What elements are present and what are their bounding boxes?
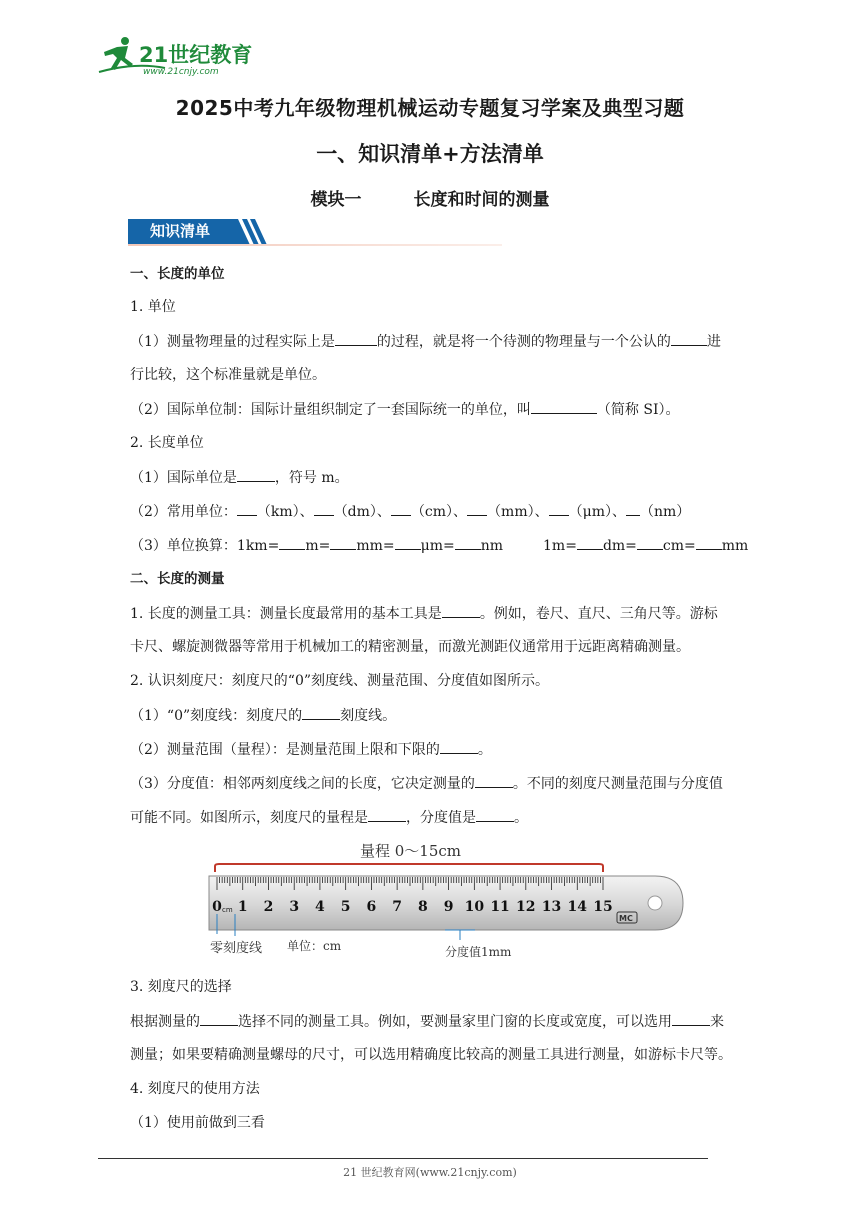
paragraph: 根据测量的 选择不同的测量工具。例如，要测量家里门窗的长度或宽度，可以选用 来 [130, 1011, 724, 1032]
ruler-number: 9 [443, 899, 454, 915]
common-units: （2）常用单位： （km）、 （dm）、 （cm）、 （mm）、 （μm）、 （nm） [130, 501, 690, 522]
logo-url: www.21cnjy.com [143, 67, 219, 77]
ruler-number: 6 [366, 899, 377, 915]
ruler-number: 15 [593, 899, 613, 915]
ruler-number: 12 [516, 899, 536, 915]
paragraph: （1）测量物理量的过程实际上是 的过程，就是将一个待测的物理量与一个公认的 进 [130, 331, 721, 352]
ruler-number: 13 [541, 899, 562, 915]
section-title: 一、知识清单+方法清单 [316, 142, 544, 166]
ruler-number: 8 [417, 899, 428, 915]
paragraph: （3）分度值：相邻两刻度线之间的长度，它决定测量的 。不同的刻度尺测量范围与分度值 [130, 773, 723, 794]
paragraph: （1）国际单位是 ，符号 m。 [130, 467, 349, 488]
ruler-number: 14 [567, 899, 588, 915]
module-title [0, 185, 860, 210]
ruler-brand: MC [619, 914, 633, 923]
ruler-hole [648, 896, 662, 910]
module-number: 模块一 [310, 190, 362, 210]
ruler-number: 4 [315, 899, 325, 915]
unit-label: 单位：cm [287, 939, 342, 953]
division-label: 分度值1mm [445, 945, 512, 959]
module-topic: 长度和时间的测量 [413, 190, 550, 210]
ruler-number: 0 [212, 899, 222, 915]
ruler-number: 7 [392, 899, 403, 915]
paragraph: 行比较，这个标准量就是单位。 [130, 367, 326, 383]
site-logo [95, 34, 265, 78]
ruler-number: 2 [263, 899, 274, 915]
ruler-figure [205, 838, 695, 968]
ruler-number: 3 [289, 899, 300, 915]
ruler-number: 5 [340, 899, 351, 915]
heading-length-measure: 二、长度的测量 [130, 571, 225, 587]
paragraph: （1）“0”刻度线：刻度尺的 刻度线。 [130, 705, 396, 726]
range-bracket [215, 864, 603, 872]
paragraph: 可能不同。如图所示，刻度尺的量程是 ，分度值是 。 [130, 807, 528, 828]
ruler-number: 1 [237, 899, 248, 915]
paragraph: 卡尺、螺旋测微器等常用于机械加工的精密测量，而激光测距仪通常用于远距离精确测量。 [130, 639, 690, 655]
ruler-number: 10 [464, 899, 485, 915]
paragraph: 2. 认识刻度尺：刻度尺的“0”刻度线、测量范围、分度值如图所示。 [130, 673, 550, 689]
footer-text: 21 世纪教育网(www.21cnjy.com) [343, 1166, 517, 1179]
paragraph: （1）使用前做到三看 [130, 1115, 265, 1131]
footer-divider [98, 1158, 708, 1159]
unit-conversion: （3）单位换算：1km= m= mm= μm= nm 1m= dm= cm= mm [130, 535, 748, 556]
heading-unit: 1. 单位 [130, 299, 176, 315]
heading-length-unit: 2. 长度单位 [130, 435, 204, 451]
ruler-number: 11 [490, 899, 510, 915]
logo-brand: 21世纪教育 [139, 43, 253, 67]
zero-line-label: 零刻度线 [210, 941, 263, 956]
paragraph: 测量；如果要精确测量螺母的尺寸，可以选用精确度比较高的测量工具进行测量，如游标卡尺等。 [130, 1047, 732, 1063]
ruler-cm-mark: cm [222, 906, 233, 914]
heading-ruler-usage: 4. 刻度尺的使用方法 [130, 1081, 260, 1097]
banner-label: 知识清单 [150, 222, 211, 240]
heading-ruler-choice: 3. 刻度尺的选择 [130, 979, 232, 995]
page-title: 2025中考九年级物理机械运动专题复习学案及典型习题 [175, 96, 685, 120]
heading-length-units: 一、长度的单位 [130, 266, 225, 282]
paragraph: （2）测量范围（量程）：是测量范围上限和下限的 。 [130, 739, 492, 760]
range-label: 量程 0～15cm [360, 842, 462, 860]
paragraph: （2）国际单位制：国际计量组织制定了一套国际统一的单位，叫 （简称 SI）。 [130, 399, 679, 420]
paragraph: 1. 长度的测量工具：测量长度最常用的基本工具是 。例如，卷尺、直尺、三角尺等。游标 [130, 603, 718, 624]
